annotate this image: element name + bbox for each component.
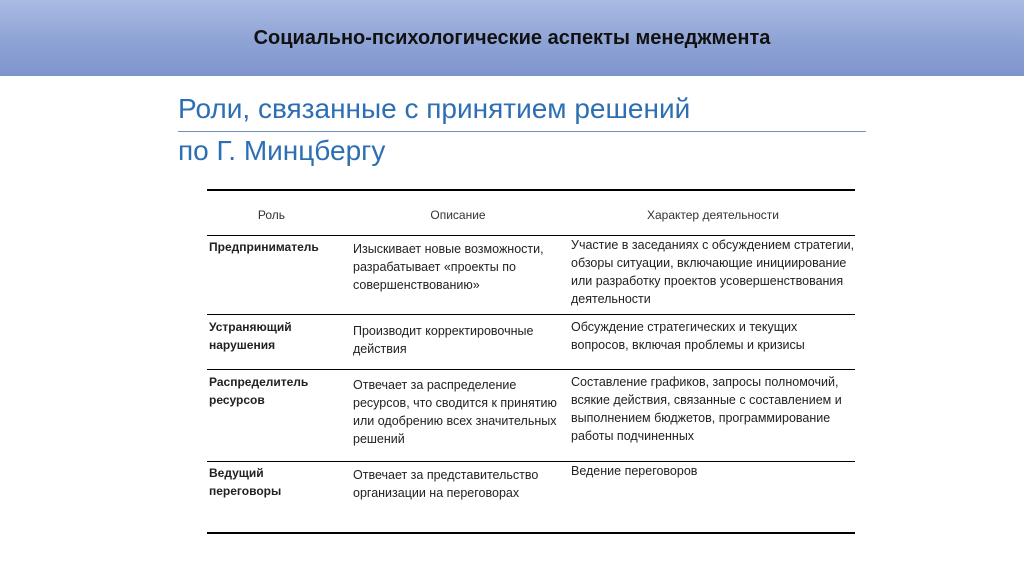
slide-title-line-2: по Г. Минцбергу (178, 135, 386, 166)
row-divider (207, 369, 855, 370)
table-cell-role: Распределитель ресурсов (209, 375, 309, 407)
slide-title (178, 88, 798, 172)
table-cell-description: Отвечает за распределение ресурсов, что сводится к принятию или одобрению всех значительных решений (353, 378, 557, 446)
table-cell-description: Производит корректировочные действия (353, 324, 534, 356)
header-banner (0, 0, 1024, 76)
table-cell-activity: Составление графиков, запросы полномочий, всякие действия, связанные с составлением и выполнением бюджетов, программирование работы подчиненных (571, 375, 842, 443)
table-cell-role: Предприниматель (209, 240, 319, 254)
table-cell-activity: Участие в заседаниях с обсуждением стратегии, обзоры ситуации, включающие инициирование или разработку проектов усовершенствования деятельности (571, 238, 855, 306)
column-header-description: Описание (430, 208, 486, 222)
column-header-role: Роль (257, 208, 286, 222)
title-underline (178, 131, 866, 132)
roles-table (207, 189, 855, 534)
row-divider (207, 314, 855, 315)
table-cell-role: Ведущий переговоры (209, 466, 282, 498)
header-title: Социально-психологические аспекты менеджмента (253, 27, 771, 49)
table-cell-activity: Ведение переговоров (571, 464, 698, 478)
slide-title-line-1: Роли, связанные с принятием решений (178, 93, 691, 124)
table-cell-role: Устраняющий нарушения (209, 320, 292, 352)
table-cell-description: Отвечает за представительство организации на переговорах (353, 468, 539, 500)
column-header-activity: Характер деятельности (646, 208, 780, 222)
table-cell-activity: Обсуждение стратегических и текущих вопросов, включая проблемы и кризисы (571, 320, 805, 352)
table-cell-description: Изыскивает новые возможности, разрабатывает «проекты по совершенствованию» (353, 242, 544, 292)
